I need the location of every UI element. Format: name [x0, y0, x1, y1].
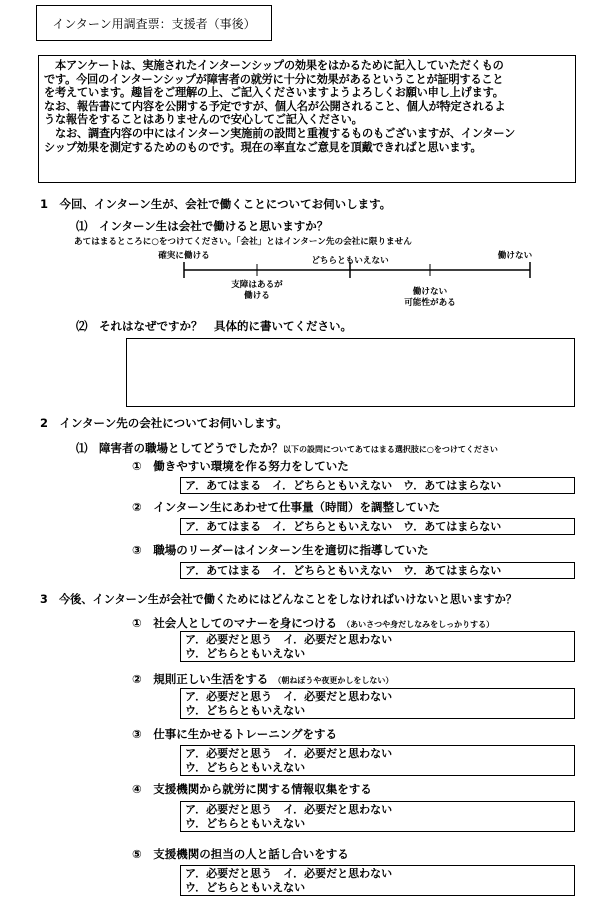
intro-line: シップ効果を測定するためのものです。現在の率直なご意見を頂戴できればと思います。	[44, 140, 482, 154]
scale-label-0: 確実に働ける	[158, 251, 210, 261]
section3-item-options[interactable]	[180, 631, 575, 662]
scale-label-2: どちらともいえない	[311, 256, 389, 266]
section2-q1-label: ⑴ 障害者の職場としてどうでしたか？	[76, 441, 283, 455]
section2-item-label: ② インターン生にあわせて仕事量（時間）を調整していた	[132, 500, 441, 514]
option-line-2: ウ．どちらともいえない	[185, 703, 306, 717]
scale-label-1: 支障はあるが 働ける	[231, 280, 283, 301]
option-line-2: ウ．どちらともいえない	[185, 760, 306, 774]
section2-q1-note: 以下の設問についてあてはまる選択肢に○をつけてください	[283, 445, 498, 454]
section1-heading: 1 今回、インターン生が、会社で働くことについてお伺いします。	[40, 197, 392, 211]
section3-heading: 3 今後、インターン生が会社で働くためにはどんなことをしなければいけないと思いますか？	[40, 593, 517, 606]
section2-q1	[76, 437, 498, 456]
option-line-1: ア．必要だと思う イ．必要だと思わない	[185, 747, 393, 760]
scale-line	[0, 0, 602, 320]
intro-line: 本アンケートは、実施されたインターンシップの効果をはかるために記入していただくもの	[44, 59, 504, 72]
option-line-2: ウ．どちらともいえない	[185, 816, 306, 830]
section3-item-options[interactable]	[180, 801, 575, 832]
section3-item	[132, 612, 494, 631]
intro-line: です。今回のインターンシップが障害者の就労に十分に効果があるということが証明すること	[44, 72, 504, 86]
section1-q1-note: あてはまるところに○をつけてください。「会社」とはインターン先の会社に限りません	[74, 237, 412, 247]
option-line-2: ウ．どちらともいえない	[185, 880, 306, 894]
section3-item-note: （あいさつや身だしなみをしっかりする）	[342, 620, 495, 629]
section2-heading: 2 インターン先の会社についてお伺いします。	[40, 416, 288, 430]
section1-q1-label: ⑴ インターン生は会社で働けると思いますか？	[76, 219, 329, 233]
intro-line: うな報告をすることはありませんので安心してご記入ください。	[44, 113, 363, 127]
section3-item-label: ③ 仕事に生かせるトレーニングをする	[132, 727, 338, 741]
option-line-1: ア．必要だと思う イ．必要だと思わない	[185, 803, 393, 816]
section2-item-label: ③ 職場のリーダーはインターン生を適切に指導していた	[132, 543, 429, 557]
section3-item	[132, 668, 393, 687]
section2-item-options[interactable]: ア．あてはまる イ．どちらともいえない ウ．あてはまらない	[180, 562, 575, 579]
intro-line: なお、報告書にて内容を公開する予定ですが、個人名が公開されること、個人が特定されるよ	[44, 99, 506, 113]
section2-item-options[interactable]: ア．あてはまる イ．どちらともいえない ウ．あてはまらない	[180, 477, 575, 494]
section3-item-note: （朝ねぼうや夜更かしをしない）	[273, 676, 394, 685]
option-line-1: ア．必要だと思う イ．必要だと思わない	[185, 867, 393, 880]
form-title: インターン用調査票：支援者（事後）	[36, 5, 272, 41]
section3-item-options[interactable]	[180, 865, 575, 896]
section1-q2-label: ⑵ それはなぜですか？ 具体的に書いてください。	[76, 319, 352, 333]
option-line-1: ア．必要だと思う イ．必要だと思わない	[185, 690, 393, 703]
intro-line: を考えています。趣旨をご理解の上、ご記入くださいますようよろしくお願い申し上げます。	[44, 86, 504, 100]
free-answer-box[interactable]	[126, 338, 575, 407]
section2-item-label: ① 働きやすい環境を作る努力をしていた	[132, 459, 349, 473]
option-line-1: ア．必要だと思う イ．必要だと思わない	[185, 633, 393, 646]
option-line-2: ウ．どちらともいえない	[185, 646, 306, 660]
section2-item-options[interactable]: ア．あてはまる イ．どちらともいえない ウ．あてはまらない	[180, 518, 575, 535]
section3-item-label: ② 規則正しい生活をする	[132, 672, 269, 686]
section3-item-label: ④ 支援機関から就労に関する情報収集をする	[132, 782, 372, 796]
section3-item-options[interactable]	[180, 688, 575, 719]
scale-label-3: 働けない 可能性がある	[404, 287, 456, 308]
scale-label-4: 働けない	[497, 251, 533, 261]
section3-item-options[interactable]	[180, 745, 575, 776]
intro-line: なお、調査内容の中にはインターン実施前の設問と重複するものもございますが、インターン	[44, 126, 516, 140]
section3-item-label: ⑤ 支援機関の担当の人と話し合いをする	[132, 847, 349, 861]
section3-item-label: ① 社会人としてのマナーを身につける	[132, 616, 338, 630]
